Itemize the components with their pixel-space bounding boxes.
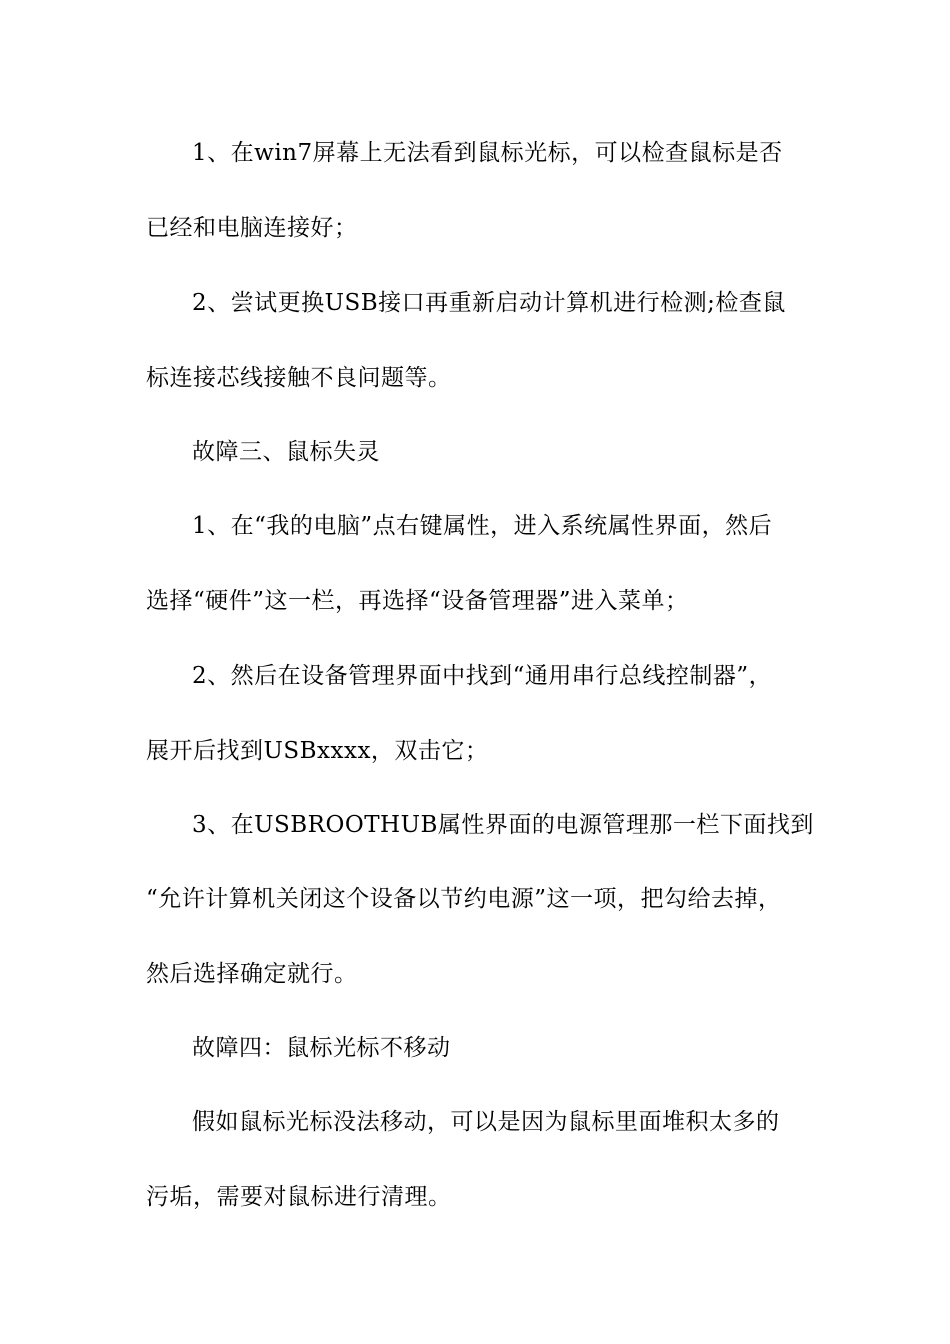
paragraph-4-line-1: 2、然后在设备管理界面中找到“通用串行总线控制器”，: [192, 663, 773, 689]
paragraph-3-line-1: 1、在“我的电脑”点右键属性，进入系统属性界面，然后: [192, 513, 773, 539]
section-heading-fault-3: 故障三、鼠标失灵: [192, 439, 380, 465]
section-heading-fault-4: 故障四：鼠标光标不移动: [192, 1035, 451, 1061]
paragraph-4-line-2: 展开后找到USBxxxx，双击它；: [146, 738, 489, 764]
paragraph-6-line-2: 污垢，需要对鼠标进行清理。: [146, 1184, 452, 1210]
paragraph-1-line-1: 1、在win7屏幕上无法看到鼠标光标，可以检查鼠标是否: [192, 140, 783, 166]
paragraph-6-line-1: 假如鼠标光标没法移动，可以是因为鼠标里面堆积太多的: [192, 1109, 780, 1135]
paragraph-5-line-3: 然后选择确定就行。: [146, 961, 358, 987]
paragraph-5-line-2: “允许计算机关闭这个设备以节约电源”这一项，把勾给去掉，: [146, 886, 782, 912]
paragraph-2-line-2: 标连接芯线接触不良问题等。: [146, 365, 452, 391]
paragraph-5-line-1: 3、在USBROOTHUB属性界面的电源管理那一栏下面找到: [192, 812, 814, 838]
paragraph-3-line-2: 选择“硬件”这一栏，再选择“设备管理器”进入菜单；: [146, 588, 689, 614]
paragraph-1-line-2: 已经和电脑连接好；: [146, 215, 358, 241]
paragraph-2-line-1: 2、尝试更换USB接口再重新启动计算机进行检测;检查鼠: [192, 290, 786, 316]
